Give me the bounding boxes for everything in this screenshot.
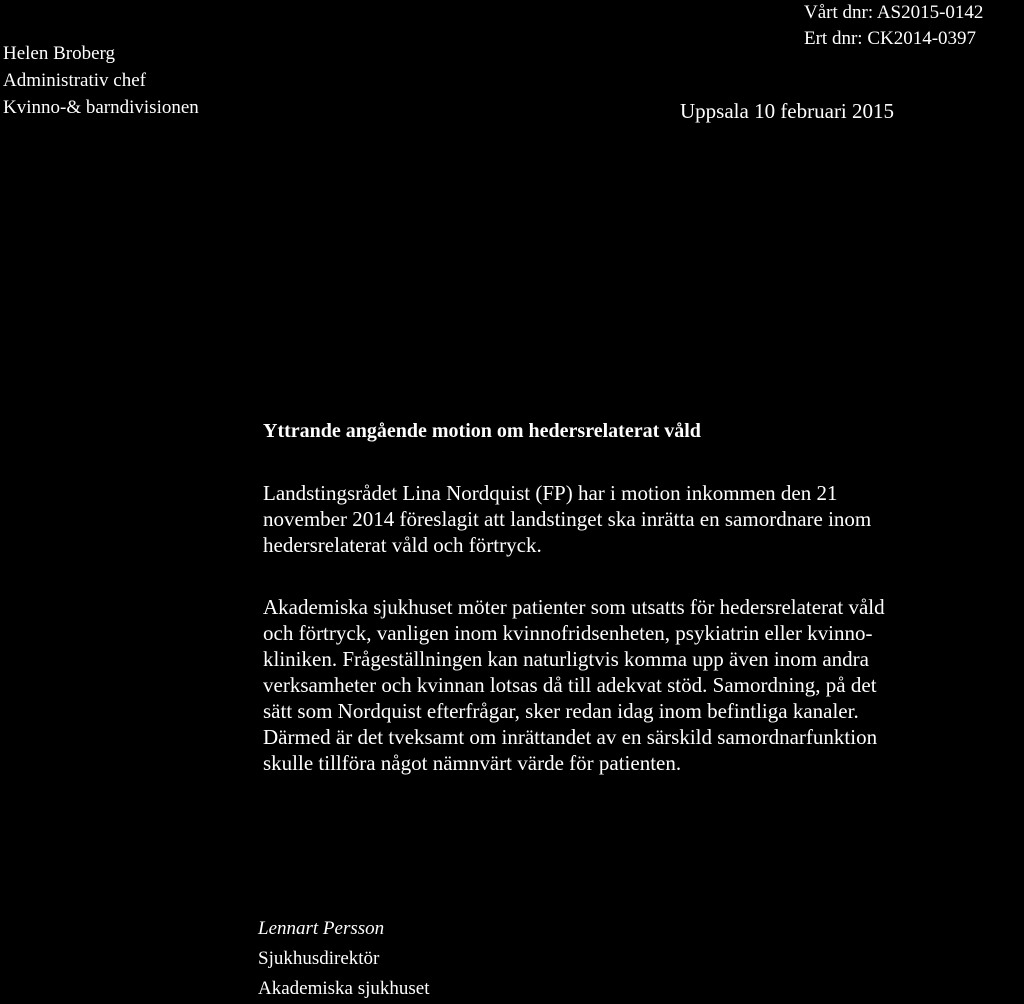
sender-title: Administrativ chef — [3, 70, 146, 91]
signature-block — [258, 914, 430, 1004]
sender-name: Helen Broberg — [3, 43, 116, 64]
paragraph-line: och förtryck, vanligen inom kvinnofridsenheten, psykiatrin eller kvinno- — [263, 621, 873, 645]
our-reference: Vårt dnr: AS2015-0142 — [804, 2, 984, 23]
sender-division: Kvinno-& barndivisionen — [3, 97, 199, 118]
paragraph-line: skulle tillföra något nämnvärt värde för patienten. — [263, 751, 682, 775]
paragraph-motion-summary — [263, 480, 1023, 558]
paragraph-line: hedersrelaterat våld och förtryck. — [263, 533, 542, 557]
paragraph-line: kliniken. Frågeställningen kan naturligtvis komma upp även inom andra — [263, 647, 869, 671]
paragraph-line: november 2014 föreslagit att landstinget ska inrätta en samordnare inom — [263, 507, 872, 531]
sender-block — [3, 40, 199, 121]
letter-heading: Yttrande angående motion om hedersrelaterat våld — [263, 420, 701, 442]
paragraph-line: Därmed är det tveksamt om inrättandet av en särskild samordnarfunktion — [263, 725, 878, 749]
paragraph-line: Landstingsrådet Lina Nordquist (FP) har i motion inkommen den 21 — [263, 481, 838, 505]
reference-block — [804, 0, 983, 52]
signatory-organization: Akademiska sjukhuset — [258, 978, 430, 999]
paragraph-response — [263, 594, 1023, 776]
signatory-name: Lennart Persson — [258, 918, 385, 939]
paragraph-line: verksamheter och kvinnan lotsas då till adekvat stöd. Samordning, på det — [263, 673, 877, 697]
place-date: Uppsala 10 februari 2015 — [680, 99, 895, 123]
signatory-title: Sjukhusdirektör — [258, 948, 380, 969]
paragraph-line: Akademiska sjukhuset möter patienter som utsatts för hedersrelaterat våld — [263, 595, 885, 619]
paragraph-line: sätt som Nordquist efterfrågar, sker redan idag inom befintliga kanaler. — [263, 699, 859, 723]
your-reference: Ert dnr: CK2014-0397 — [804, 28, 977, 49]
